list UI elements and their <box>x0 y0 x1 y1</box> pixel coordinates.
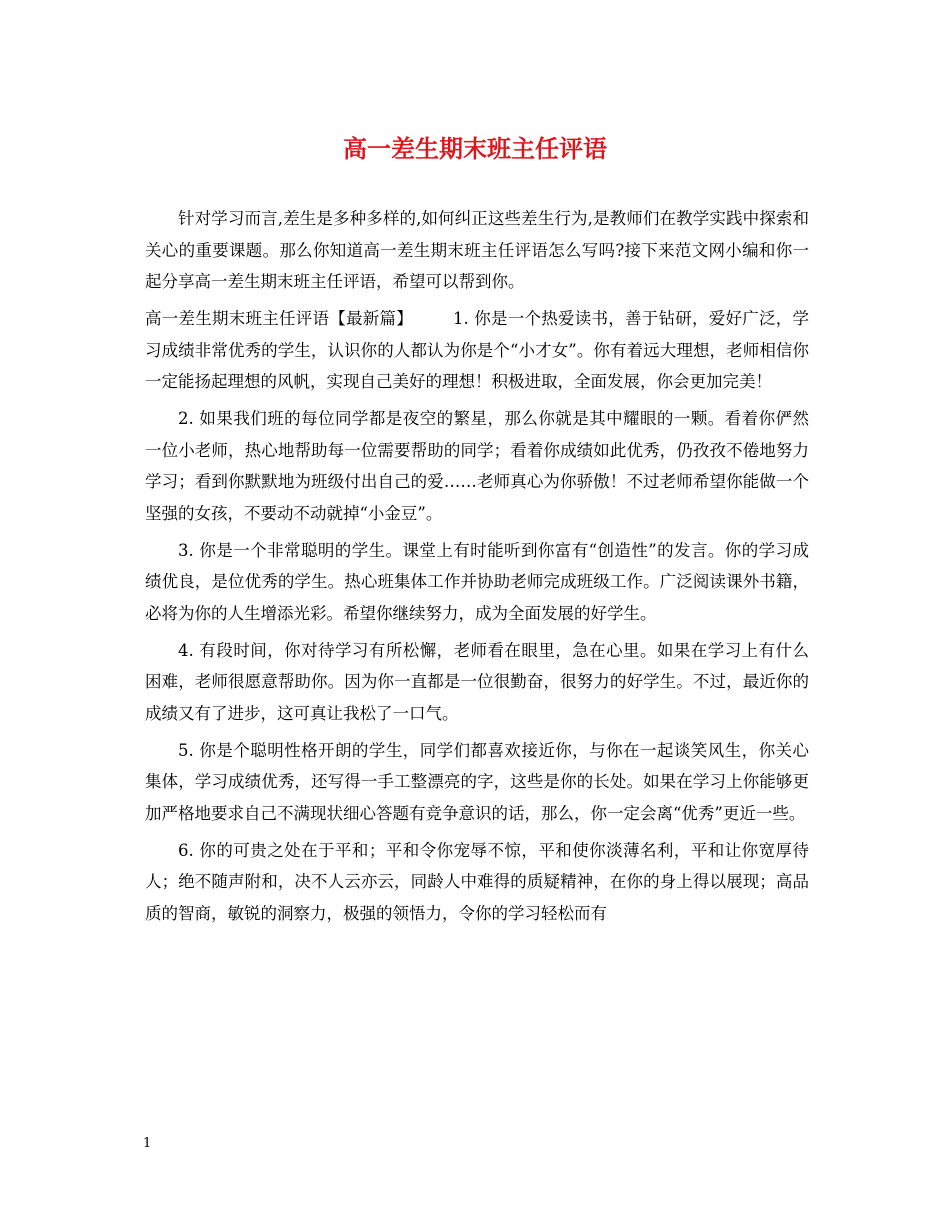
comment-2: 2. 如果我们班的每位同学都是夜空的繁星，那么你就是其中耀眼的一颗。看着你俨然一位小老师，热心地帮助每一位需要帮助的同学；看着你成绩如此优秀，仍孜孜不倦地努力学习；看到你默默地为班级付出自己的爱……老师真心为你骄傲！不过老师希望你能做一个坚强的女孩，不要动不动就掉“小金豆”。 <box>145 409 809 523</box>
comment-1: 1. 你是一个热爱读书，善于钻研，爱好广泛，学习成绩非常优秀的学生，认识你的人都认为你是个“小才女”。你有着远大理想，老师相信你一定能扬起理想的风帆，实现自己美好的理想！积极进取，全面发展，你会更加完美！ <box>145 309 809 391</box>
page-number: 1 <box>143 1136 152 1151</box>
comment-5: 5. 你是个聪明性格开朗的学生，同学们都喜欢接近你，与你在一起谈笑风生，你关心集体，学习成绩优秀，还写得一手工整漂亮的字，这些是你的长处。如果在学习上你能够更加严格地要求自己不满现状细心答题有竞争意识的话，那么，你一定会离“优秀”更近一些。 <box>145 740 809 823</box>
comment-3: 3. 你是一个非常聪明的学生。课堂上有时能听到你富有“创造性”的发言。你的学习成绩优良，是位优秀的学生。热心班集体工作并协助老师完成班级工作。广泛阅读课外书籍，必将为你的人生增添光彩。希望你继续努力，成为全面发展的好学生。 <box>145 540 809 623</box>
first-comment-paragraph <box>145 303 809 398</box>
comment-6: 6. 你的可贵之处在于平和；平和令你宠辱不惊，平和使你淡薄名利，平和让你宽厚待人；绝不随声附和，决不人云亦云，同龄人中难得的质疑精神，在你的身上得以展现；高品质的智商，敏锐的洞察力，极强的领悟力，令你的学习轻松而有 <box>145 840 809 923</box>
comment-4: 4. 有段时间，你对待学习有所松懈，老师看在眼里，急在心里。如果在学习上有什么困难，老师很愿意帮助你。因为你一直都是一位很勤奋，很努力的好学生。不过，最近你的成绩又有了进步，这可真让我松了一口气。 <box>145 640 809 723</box>
document-body <box>145 203 809 935</box>
section-heading: 高一差生期末班主任评语【最新篇】 <box>145 309 413 328</box>
intro-paragraph: 针对学习而言,差生是多种多样的,如何纠正这些差生行为,是教师们在教学实践中探索和关心的重要课题。那么你知道高一差生期末班主任评语怎么写吗?接下来范文网小编和你一起分享高一差生期末班主任评语，希望可以帮到你。 <box>145 209 809 291</box>
document-title: 高一差生期末班主任评语 <box>343 134 607 163</box>
